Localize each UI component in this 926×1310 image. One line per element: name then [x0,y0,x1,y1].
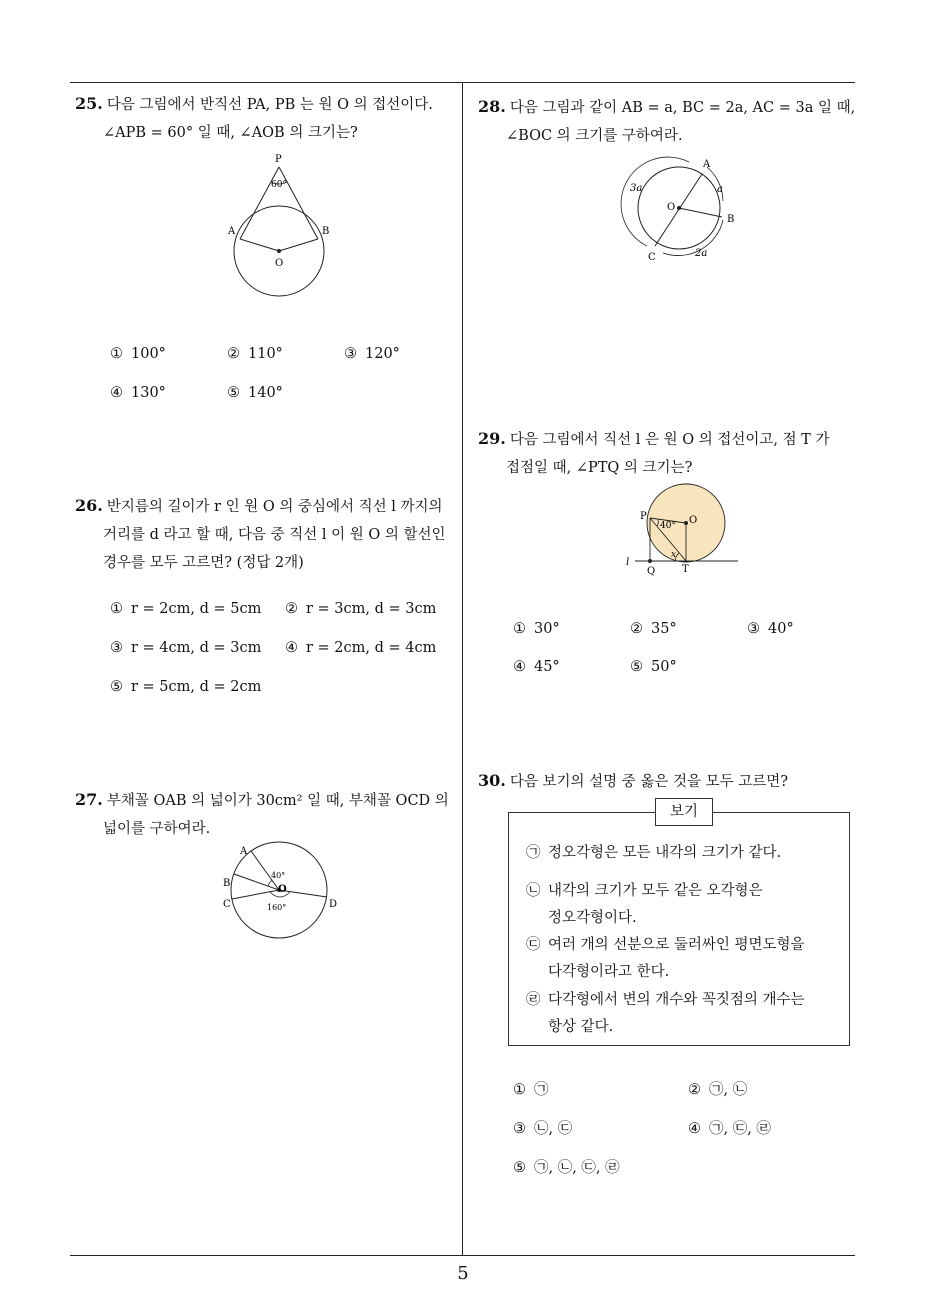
label-c: C [648,252,656,263]
option-mark: ③ [513,1121,526,1137]
label-t: T [682,564,689,575]
column-divider [462,82,463,1255]
option-mark: ① [513,621,526,637]
option-mark: ① [110,601,123,617]
bogi-text: 여러 개의 선분으로 둘러싸인 평면도형을 [548,937,805,953]
question-text: 다음 그림과 같이 AB = a, BC = 2a, AC = 3a 일 때, [509,100,856,116]
option-text: ㉠ [534,1082,549,1098]
option-mark: ⑤ [227,385,240,401]
tangent-pb [279,167,318,239]
bogi-item-4 [526,987,805,1041]
bogi-mark: ㉡ [526,883,541,899]
label-a: A [703,159,711,170]
option-5[interactable] [227,385,283,401]
bogi-item-2 [526,878,763,932]
arc-ac-outer [621,157,689,246]
bogi-item-1 [526,840,781,867]
question-29 [478,425,829,482]
question-30 [478,767,788,796]
label-o: O [667,202,676,213]
option-mark: ① [110,346,123,362]
label-p: P [275,154,282,165]
label-b: B [322,226,330,237]
bogi-text: 다각형에서 변의 개수와 꼭짓점의 개수는 [548,992,805,1008]
option-3[interactable] [110,640,261,656]
option-4[interactable] [688,1117,771,1138]
q27-figure [220,842,345,947]
question-number: 30. [478,771,506,790]
center-point [277,249,281,253]
option-mark: ④ [513,659,526,675]
option-text: ㉠, ㉢, ㉣ [709,1121,771,1137]
label-a: A [228,226,236,237]
radius-oa [240,239,279,251]
angle-label-40: 40° [660,521,676,531]
radius-ob [279,239,318,251]
option-mark: ⑤ [110,679,123,695]
arc-label-a: a [717,184,723,195]
option-mark: ② [227,346,240,362]
question-28 [478,93,855,150]
option-mark: ④ [285,640,298,656]
option-1[interactable] [513,1078,549,1099]
option-5[interactable] [110,679,261,695]
bogi-mark: ㉠ [526,845,541,861]
option-text: 35° [651,621,677,637]
question-text: 접점일 때, ∠PTQ 의 크기는? [506,460,693,476]
bogi-text: 정오각형은 모든 내각의 크기가 같다. [548,845,782,861]
radius-oc [232,890,279,899]
bogi-text: 내각의 크기가 모두 같은 오각형은 [548,883,763,899]
option-text: 140° [248,385,283,401]
option-mark: ② [688,1082,701,1098]
label-o: O [689,515,698,526]
option-text: 30° [534,621,560,637]
option-5[interactable] [630,659,677,675]
option-3[interactable] [513,1117,572,1138]
arc-label-3a: 3a [630,183,643,194]
angle-label-x: x [671,550,677,560]
option-mark: ⑤ [513,1160,526,1176]
question-27 [75,786,449,843]
angle-label: 60° [271,180,287,190]
option-1[interactable] [110,346,166,362]
label-d: D [329,899,338,910]
option-text: 130° [131,385,166,401]
option-3[interactable] [747,621,794,637]
question-text: 다음 보기의 설명 중 옳은 것을 모두 고르면? [509,774,788,790]
q25-figure [220,150,350,310]
option-text: 120° [365,346,400,362]
option-text: ㉠, ㉡, ㉢, ㉣ [534,1160,620,1176]
option-mark: ③ [344,346,357,362]
question-25 [75,90,433,147]
option-text: 50° [651,659,677,675]
option-mark: ② [285,601,298,617]
option-text: ㉡, ㉢ [534,1121,573,1137]
option-text: 110° [248,346,283,362]
bogi-title: 보기 [655,798,713,826]
angle-label-40: 40° [271,871,286,880]
label-l: l [626,557,630,568]
page-number: 5 [457,1263,469,1284]
bogi-text-cont: 다각형이라고 한다. [548,964,670,980]
option-text: r = 2cm, d = 4cm [306,640,437,656]
option-2[interactable] [227,346,283,362]
question-text: 넓이를 구하여라. [103,821,211,837]
bottom-rule [70,1255,855,1256]
arc-label-2a: 2a [695,248,708,259]
angle-arc-40 [268,880,272,886]
question-number: 26. [75,496,103,515]
question-text: ∠BOC 의 크기를 구하여라. [506,128,683,144]
point-q [648,559,652,563]
option-text: ㉠, ㉡ [709,1082,748,1098]
q28-figure [625,155,745,265]
question-number: 28. [478,97,506,116]
label-o: O [275,258,284,269]
option-mark: ③ [747,621,760,637]
option-text: 45° [534,659,560,675]
option-5[interactable] [513,1156,620,1177]
option-1[interactable] [110,601,261,617]
option-text: 100° [131,346,166,362]
label-q: Q [647,566,656,577]
angle-label-160: 160° [267,903,287,912]
question-text: 경우를 모두 고르면? (정답 2개) [103,555,304,571]
question-number: 25. [75,94,103,113]
label-o: O [278,884,287,895]
arc-bc-outer [663,220,723,256]
option-text: 40° [768,621,794,637]
question-text: 거리를 d 라고 할 때, 다음 중 직선 l 이 원 O 의 할선인 [103,527,446,543]
question-text: 다음 그림에서 직선 l 은 원 O 의 접선이고, 점 T 가 [509,432,830,448]
option-mark: ⑤ [630,659,643,675]
label-p: P [640,511,647,522]
question-text: ∠APB = 60° 일 때, ∠AOB 의 크기는? [103,125,358,141]
label-c: C [223,899,231,910]
option-mark: ④ [110,385,123,401]
option-2[interactable] [688,1078,747,1099]
option-text: r = 3cm, d = 3cm [306,601,437,617]
option-1[interactable] [513,621,560,637]
bogi-mark: ㉢ [526,937,541,953]
question-number: 27. [75,790,103,809]
option-3[interactable] [344,346,400,362]
label-b: B [727,214,735,225]
option-4[interactable] [285,640,436,656]
option-4[interactable] [110,385,166,401]
bogi-mark: ㉣ [526,992,541,1008]
question-26 [75,492,445,577]
q29-figure [622,482,747,577]
option-2[interactable] [285,601,436,617]
center-point [684,521,688,525]
question-text: 다음 그림에서 반직선 PA, PB 는 원 O 의 접선이다. [106,97,433,113]
option-mark: ② [630,621,643,637]
center-point [677,206,681,210]
option-text: r = 4cm, d = 3cm [131,640,262,656]
radius-ob [679,208,722,217]
label-a: A [240,846,248,857]
bogi-item-3 [526,932,805,986]
option-text: r = 5cm, d = 2cm [131,679,262,695]
question-text: 부채꼴 OAB 의 넓이가 30cm² 일 때, 부채꼴 OCD 의 [106,793,449,809]
question-text: 반지름의 길이가 r 인 원 O 의 중심에서 직선 l 까지의 [106,499,443,515]
tangent-pa [240,167,279,239]
bogi-text-cont: 항상 같다. [548,1019,614,1035]
bogi-text-cont: 정오각형이다. [548,910,637,926]
option-mark: ④ [688,1121,701,1137]
option-4[interactable] [513,659,560,675]
chord-ac [655,174,702,246]
option-mark: ③ [110,640,123,656]
option-2[interactable] [630,621,677,637]
option-mark: ① [513,1082,526,1098]
label-b: B [223,878,231,889]
option-text: r = 2cm, d = 5cm [131,601,262,617]
question-number: 29. [478,429,506,448]
